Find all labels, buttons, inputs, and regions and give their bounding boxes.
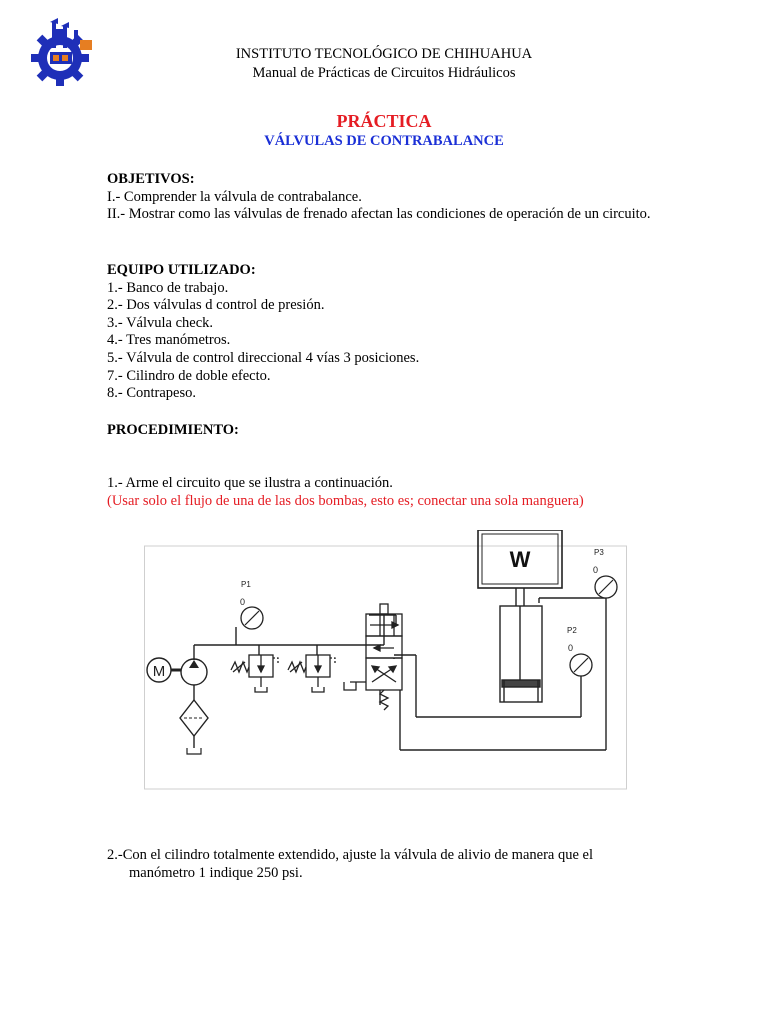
procedure-step-2-cont: manómetro 1 indique 250 psi. [129, 865, 303, 881]
equipment-item: 3.- Válvula check. [107, 314, 214, 331]
objective-item: I.- Comprender la válvula de contrabalance. [107, 188, 362, 205]
equipment-item: 5.- Válvula de control direccional 4 vías 3 posiciones. [107, 349, 420, 366]
gauge-p2-label: P2 [567, 626, 577, 635]
procedure-step-1-note: (Usar solo el flujo de una de las dos bombas, esto es; conectar una sola manguera) [107, 492, 584, 509]
page-title: PRÁCTICA [336, 111, 432, 131]
motor-label: M [152, 663, 166, 680]
relief-valve-1 [231, 655, 278, 692]
directional-valve-4-3 [344, 604, 402, 710]
gauge-p3-value: 0 [593, 565, 599, 575]
procedure-step2-block [107, 846, 667, 882]
equipment-section [107, 262, 661, 403]
equipment-item: 7.- Cilindro de doble efecto. [107, 367, 271, 384]
institute-name: INSTITUTO TECNOLÓGICO DE CHIHUAHUA [235, 46, 533, 62]
procedure-heading: PROCEDIMIENTO: [107, 422, 239, 438]
equipment-item: 8.- Contrapeso. [107, 385, 196, 402]
weight-label: W [509, 547, 531, 572]
gauge-p1-value: 0 [240, 597, 246, 607]
gauge-p2-value: 0 [568, 643, 574, 653]
manual-name: Manual de Prácticas de Circuitos Hidráulicos [252, 65, 516, 81]
objective-item: II.- Mostrar como las válvulas de frenado afectan las condiciones de operación de un circuito. [107, 206, 651, 223]
equipment-heading: EQUIPO UTILIZADO: [107, 262, 256, 278]
equipment-item: 4.- Tres manómetros. [107, 332, 231, 349]
page-subtitle: VÁLVULAS DE CONTRABALANCE [264, 133, 504, 149]
procedure-heading-block [107, 422, 661, 440]
relief-valve-2 [288, 655, 335, 692]
objectives-heading: OBJETIVOS: [107, 171, 195, 187]
gauge-p1-label: P1 [241, 580, 251, 589]
hydraulic-circuit-diagram [144, 530, 628, 790]
gauge-p3-label: P3 [594, 548, 604, 557]
equipment-item: 2.- Dos válvulas d control de presión. [107, 297, 325, 314]
objectives-section [107, 171, 661, 224]
double-acting-cylinder [500, 588, 542, 702]
procedure-step-2: 2.-Con el cilindro totalmente extendido, ajuste la válvula de alivio de manera que el [107, 847, 593, 863]
procedure-step1-block [107, 475, 661, 510]
procedure-step-1: 1.- Arme el circuito que se ilustra a continuación. [107, 475, 393, 491]
equipment-item: 1.- Banco de trabajo. [107, 279, 229, 296]
